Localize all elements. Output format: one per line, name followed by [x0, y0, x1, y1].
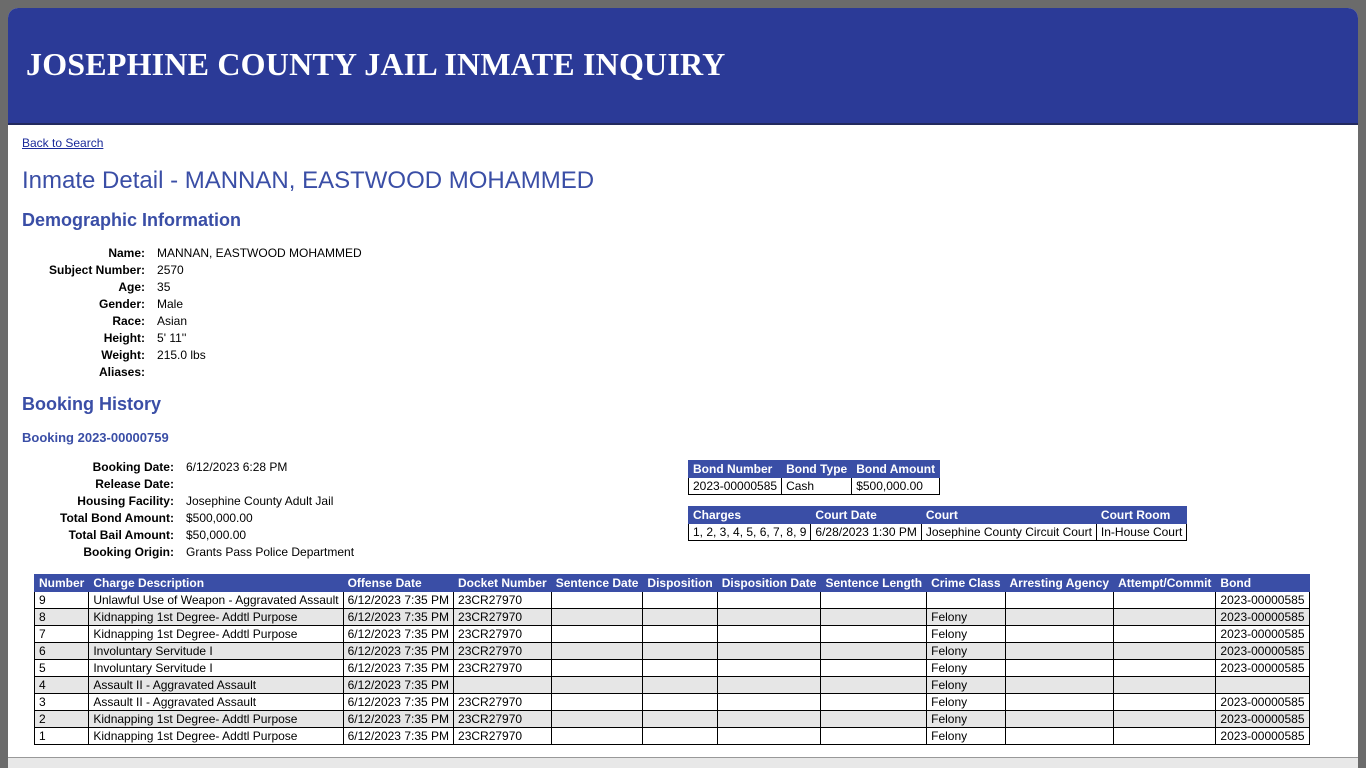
table-cell: 23CR27970 [454, 660, 552, 677]
table-cell: 2 [35, 711, 89, 728]
table-row [689, 478, 940, 495]
table-cell [821, 609, 927, 626]
table-cell [1005, 643, 1114, 660]
table-cell [717, 609, 821, 626]
table-cell: 5 [35, 660, 89, 677]
table-cell: 1 [35, 728, 89, 745]
table-cell: 2023-00000585 [1216, 711, 1309, 728]
field-label: Release Date: [95, 476, 174, 491]
field-row [60, 458, 354, 475]
table-cell [1114, 660, 1216, 677]
field-label: Race: [112, 313, 146, 328]
field-row [49, 363, 362, 380]
table-cell: 4 [35, 677, 89, 694]
table-cell: 6/28/2023 1:30 PM [811, 524, 921, 541]
field-label: Total Bail Amount: [68, 527, 174, 542]
table-cell [1114, 677, 1216, 694]
column-header: Sentence Date [551, 575, 643, 592]
booking-fields [60, 458, 354, 560]
table-cell [551, 694, 643, 711]
table-cell [643, 626, 717, 643]
table-cell [717, 711, 821, 728]
field-value: Grants Pass Police Department [185, 544, 355, 559]
table-cell: Involuntary Servitude I [89, 643, 343, 660]
table-cell: 2023-00000585 [689, 478, 782, 495]
field-row [49, 295, 362, 312]
field-value [186, 475, 354, 492]
table-cell [821, 677, 927, 694]
table-row [35, 643, 1310, 660]
table-cell [717, 592, 821, 609]
table-cell: 1, 2, 3, 4, 5, 6, 7, 8, 9 [689, 524, 811, 541]
table-cell: 23CR27970 [454, 643, 552, 660]
field-label: Aliases: [98, 364, 146, 379]
field-label: Housing Facility: [77, 493, 174, 508]
table-cell: 23CR27970 [454, 609, 552, 626]
table-cell [1114, 643, 1216, 660]
field-row [60, 526, 354, 543]
table-cell [1114, 711, 1216, 728]
table-cell: In-House Court [1096, 524, 1186, 541]
table-cell [821, 711, 927, 728]
table-cell [717, 694, 821, 711]
table-cell [1005, 660, 1114, 677]
field-value [157, 363, 362, 380]
field-value: 5' 11'' [157, 330, 187, 345]
table-cell: 2023-00000585 [1216, 694, 1309, 711]
table-cell: 2023-00000585 [1216, 626, 1309, 643]
table-cell [717, 728, 821, 745]
field-row [49, 312, 362, 329]
site-header [8, 8, 1358, 125]
table-cell [927, 592, 1005, 609]
table-cell [821, 660, 927, 677]
table-cell: Kidnapping 1st Degree- Addtl Purpose [89, 609, 343, 626]
table-cell: 2023-00000585 [1216, 609, 1309, 626]
column-header: Charge Description [89, 575, 343, 592]
table-cell [1005, 609, 1114, 626]
field-value: MANNAN, EASTWOOD MOHAMMED [157, 245, 362, 260]
table-cell: Felony [927, 626, 1005, 643]
table-cell: Assault II - Aggravated Assault [89, 694, 343, 711]
column-header: Docket Number [454, 575, 552, 592]
table-cell: Assault II - Aggravated Assault [89, 677, 343, 694]
table-cell: 23CR27970 [454, 694, 552, 711]
table-row [35, 609, 1310, 626]
table-cell [643, 728, 717, 745]
table-cell: Felony [927, 660, 1005, 677]
table-cell [821, 643, 927, 660]
field-row [60, 475, 354, 492]
table-cell: 6/12/2023 7:35 PM [343, 626, 453, 643]
table-cell [1005, 677, 1114, 694]
table-cell [643, 592, 717, 609]
table-cell [551, 660, 643, 677]
table-cell: Involuntary Servitude I [89, 660, 343, 677]
column-header: Number [35, 575, 89, 592]
table-cell: Unlawful Use of Weapon - Aggravated Assault [89, 592, 343, 609]
table-row [689, 524, 1187, 541]
demographic-section-title: Demographic Information [22, 210, 242, 230]
table-cell: 2023-00000585 [1216, 728, 1309, 745]
field-value: 6/12/2023 6:28 PM [185, 459, 288, 474]
table-cell [717, 660, 821, 677]
back-to-search-link[interactable]: Back to Search [22, 136, 104, 150]
table-cell: Cash [782, 478, 852, 495]
table-cell [643, 694, 717, 711]
field-value: 2570 [157, 262, 184, 277]
table-cell: Kidnapping 1st Degree- Addtl Purpose [89, 626, 343, 643]
column-header: Arresting Agency [1005, 575, 1114, 592]
field-label: Name: [108, 245, 146, 260]
table-cell: 2023-00000585 [1216, 660, 1309, 677]
table-cell: Felony [927, 677, 1005, 694]
field-row [60, 509, 354, 526]
table-cell: 23CR27970 [454, 728, 552, 745]
table-cell [643, 660, 717, 677]
table-cell [1005, 694, 1114, 711]
column-header: Court Room [1096, 507, 1186, 524]
field-label: Weight: [101, 347, 146, 362]
table-cell [821, 694, 927, 711]
table-cell: 6/12/2023 7:35 PM [343, 694, 453, 711]
column-header: Offense Date [343, 575, 453, 592]
site-title: JOSEPHINE COUNTY JAIL INMATE INQUIRY [26, 46, 726, 82]
table-cell: 6 [35, 643, 89, 660]
table-cell [717, 643, 821, 660]
field-row [60, 492, 354, 509]
table-cell [1216, 677, 1309, 694]
table-cell: 2023-00000585 [1216, 592, 1309, 609]
table-cell: Kidnapping 1st Degree- Addtl Purpose [89, 728, 343, 745]
table-row [35, 677, 1310, 694]
table-cell [454, 677, 552, 694]
table-cell: Felony [927, 609, 1005, 626]
table-cell: Felony [927, 728, 1005, 745]
field-row [49, 261, 362, 278]
field-value: $500,000.00 [185, 510, 253, 525]
table-cell: Felony [927, 711, 1005, 728]
table-row [35, 660, 1310, 677]
main-content [22, 136, 1358, 743]
field-value: $50,000.00 [185, 527, 247, 542]
table-cell [1114, 728, 1216, 745]
table-cell: 23CR27970 [454, 711, 552, 728]
column-header: Disposition Date [717, 575, 821, 592]
column-header: Bond Amount [852, 461, 940, 478]
table-cell [821, 592, 927, 609]
table-cell: 9 [35, 592, 89, 609]
table-cell [643, 643, 717, 660]
table-cell [643, 677, 717, 694]
table-cell: 6/12/2023 7:35 PM [343, 592, 453, 609]
table-cell [1114, 592, 1216, 609]
table-cell: 6/12/2023 7:35 PM [343, 677, 453, 694]
field-row [49, 278, 362, 295]
table-cell: 2023-00000585 [1216, 643, 1309, 660]
field-label: Booking Origin: [83, 544, 174, 559]
court-table [688, 506, 1187, 541]
field-value: Josephine County Adult Jail [185, 493, 334, 508]
table-row [35, 711, 1310, 728]
table-cell [551, 677, 643, 694]
table-cell: 6/12/2023 7:35 PM [343, 609, 453, 626]
field-label: Age: [118, 279, 146, 294]
field-value: 35 [157, 279, 171, 294]
column-header: Attempt/Commit [1114, 575, 1216, 592]
field-label: Gender: [99, 296, 146, 311]
table-cell: 6/12/2023 7:35 PM [343, 643, 453, 660]
table-row [35, 592, 1310, 609]
table-cell: Felony [927, 694, 1005, 711]
table-cell [717, 626, 821, 643]
table-cell: 3 [35, 694, 89, 711]
table-row [35, 694, 1310, 711]
table-cell: 6/12/2023 7:35 PM [343, 660, 453, 677]
table-cell [551, 609, 643, 626]
table-cell [551, 728, 643, 745]
page-frame [8, 8, 1358, 768]
table-cell [1005, 728, 1114, 745]
table-cell [643, 609, 717, 626]
table-cell: 7 [35, 626, 89, 643]
column-header: Court Date [811, 507, 921, 524]
table-cell: 6/12/2023 7:35 PM [343, 711, 453, 728]
field-value: 215.0 lbs [157, 347, 206, 362]
charges-table [34, 574, 1310, 745]
column-header: Disposition [643, 575, 717, 592]
table-cell: 6/12/2023 7:35 PM [343, 728, 453, 745]
table-cell [821, 728, 927, 745]
field-row [60, 543, 354, 560]
table-cell [551, 626, 643, 643]
column-header: Charges [689, 507, 811, 524]
table-cell [551, 592, 643, 609]
table-cell [1114, 694, 1216, 711]
field-label: Booking Date: [92, 459, 174, 474]
field-row [49, 346, 362, 363]
bond-table [688, 460, 940, 495]
column-header: Bond [1216, 575, 1309, 592]
table-row [35, 626, 1310, 643]
column-header: Bond Number [689, 461, 782, 478]
demographic-fields [49, 244, 362, 380]
table-cell [821, 626, 927, 643]
table-row [35, 728, 1310, 745]
table-cell [1005, 626, 1114, 643]
table-cell [717, 677, 821, 694]
table-cell: 23CR27970 [454, 592, 552, 609]
field-row [49, 329, 362, 346]
table-cell [1114, 626, 1216, 643]
booking-title: Booking 2023-00000759 [22, 430, 169, 445]
table-cell: Felony [927, 643, 1005, 660]
column-header: Court [921, 507, 1096, 524]
bottom-bar [8, 757, 1358, 768]
field-label: Subject Number: [49, 262, 146, 277]
field-row [49, 244, 362, 261]
table-cell [551, 643, 643, 660]
table-cell [643, 711, 717, 728]
column-header: Sentence Length [821, 575, 927, 592]
table-cell [1114, 609, 1216, 626]
booking-history-title: Booking History [22, 394, 162, 414]
column-header: Bond Type [782, 461, 852, 478]
table-cell: Josephine County Circuit Court [921, 524, 1096, 541]
table-cell [551, 711, 643, 728]
column-header: Crime Class [927, 575, 1005, 592]
table-cell: 23CR27970 [454, 626, 552, 643]
field-label: Total Bond Amount: [60, 510, 174, 525]
table-cell [1005, 592, 1114, 609]
field-value: Asian [157, 313, 188, 328]
field-label: Height: [103, 330, 146, 345]
table-cell: Kidnapping 1st Degree- Addtl Purpose [89, 711, 343, 728]
page-title: Inmate Detail - MANNAN, EASTWOOD MOHAMMED [22, 167, 595, 194]
field-value: Male [157, 296, 184, 311]
table-cell [1005, 711, 1114, 728]
table-cell: 8 [35, 609, 89, 626]
table-cell: $500,000.00 [852, 478, 940, 495]
